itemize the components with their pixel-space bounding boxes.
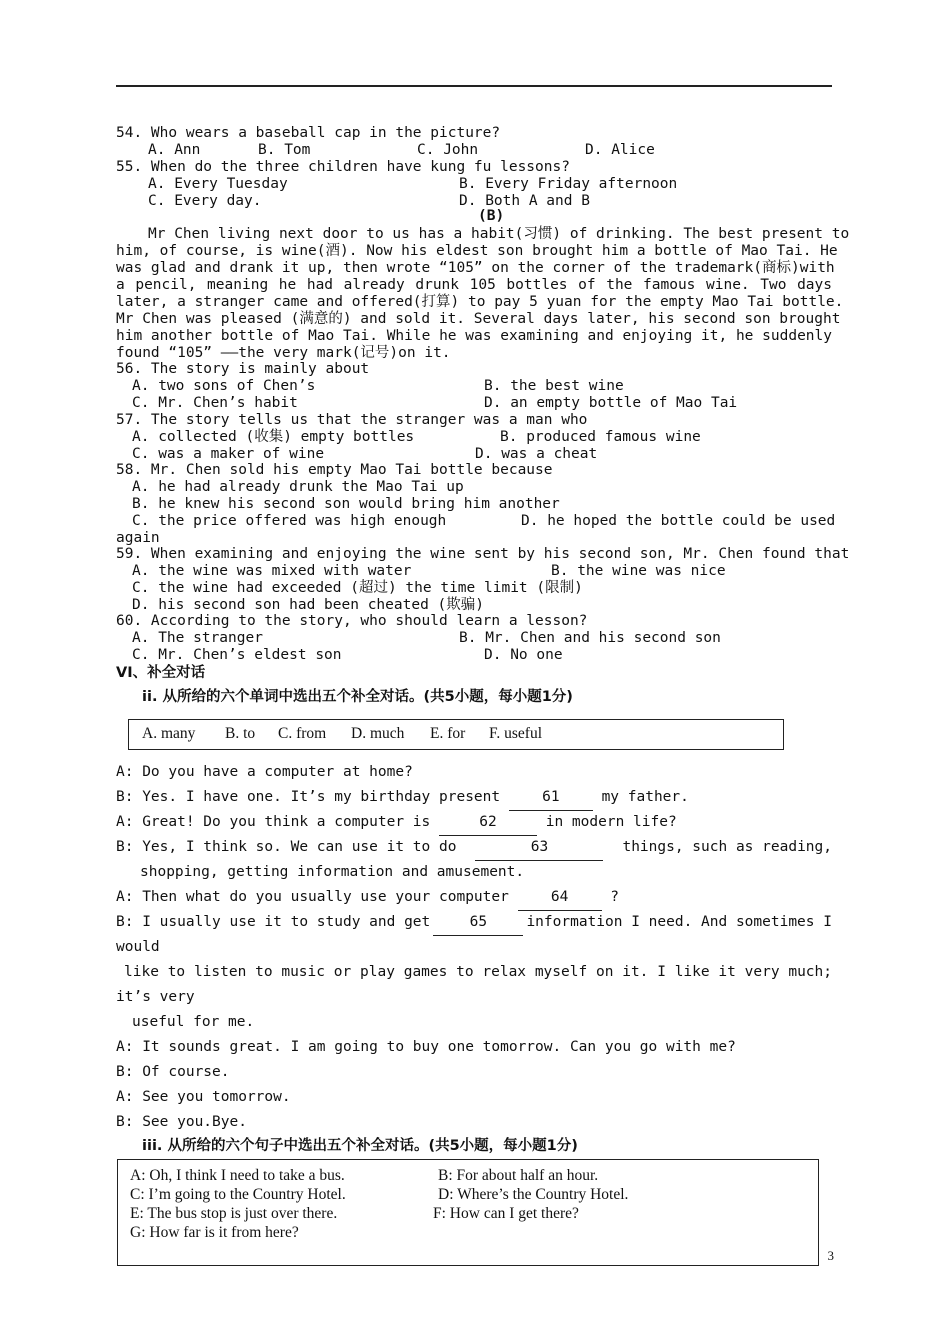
- dialog-text: B: Yes. I have one. It’s my birthday present: [116, 789, 509, 805]
- q56-option-b: B. the best wine: [484, 378, 624, 394]
- question-55-stem: 55. When do the three children have kung fu lessons?: [116, 159, 570, 175]
- q56-option-d: D. an empty bottle of Mao Tai: [484, 395, 738, 411]
- dialog-text: in modern life?: [537, 814, 677, 830]
- q57-option-b: B. produced famous wine: [500, 429, 701, 445]
- dialog-text: my father.: [592, 789, 689, 805]
- dialog-line: like to listen to music or play games to relax myself on it. I like it very much;: [124, 964, 832, 980]
- passage-line: him another bottle of Mao Tai. While he was examining and enjoying it, he suddenly: [116, 328, 832, 344]
- word-option: C. from: [278, 725, 327, 742]
- sentence-option: F: How can I get there?: [433, 1205, 579, 1222]
- blank-63[interactable]: 63: [475, 835, 603, 861]
- dialog-line: B: Of course.: [116, 1064, 230, 1080]
- page-number: 3: [827, 1248, 834, 1263]
- q60-option-b: B. Mr. Chen and his second son: [459, 630, 721, 646]
- question-58-stem: 58. Mr. Chen sold his empty Mao Tai bottle because: [116, 462, 553, 478]
- passage-line: was glad and drank it up, then wrote “105” on the corner of the trademark(商标)with: [116, 260, 835, 276]
- dialog-line: B: See you.Bye.: [116, 1114, 247, 1130]
- dialog-line: it’s very: [116, 989, 195, 1005]
- q55-option-c: C. Every day.: [148, 193, 262, 209]
- blank-61[interactable]: 61: [509, 785, 593, 811]
- q55-option-a: A. Every Tuesday: [148, 176, 288, 192]
- dialog-line: [116, 810, 677, 836]
- word-bank-box: [128, 719, 784, 750]
- q55-option-d: D. Both A and B: [459, 193, 590, 209]
- sentence-bank-box: [117, 1159, 819, 1266]
- header-rule: [116, 85, 832, 87]
- dialog-text: A: Great! Do you think a computer is: [116, 814, 440, 830]
- dialog-text: things, such as reading,: [622, 839, 832, 855]
- q56-option-c: C. Mr. Chen’s habit: [132, 395, 298, 411]
- q54-option-a: A. Ann: [148, 142, 201, 158]
- word-option: D. much: [351, 725, 405, 742]
- dialog-line: [116, 910, 832, 936]
- word-option: B. to: [225, 725, 256, 742]
- q60-option-a: A. The stranger: [132, 630, 263, 646]
- dialog-line: shopping, getting information and amusement.: [140, 864, 525, 880]
- part-iii-instructions: iii. 从所给的六个句子中选出五个补全对话。(共5小题，每小题1分): [142, 1138, 578, 1154]
- sentence-option: G: How far is it from here?: [130, 1224, 299, 1241]
- passage-line: Mr Chen was pleased (满意的) and sold it. Several days later, his second son brought: [116, 311, 841, 327]
- dialog-text: ?: [601, 889, 620, 905]
- blank-62[interactable]: 62: [439, 810, 537, 836]
- q58-option-a: A. he had already drunk the Mao Tai up: [132, 479, 464, 495]
- q54-option-d: D. Alice: [585, 142, 655, 158]
- passage-line: later, a stranger came and offered(打算) to pay 5 yuan for the empty Mao Tai bottle.: [116, 294, 844, 310]
- q59-option-b: B. the wine was nice: [551, 563, 726, 579]
- question-54-stem: 54. Who wears a baseball cap in the picture?: [116, 125, 501, 141]
- sentence-option: B: For about half an hour.: [438, 1167, 599, 1184]
- dialog-line: [116, 835, 832, 861]
- q54-option-b: B. Tom: [258, 142, 311, 158]
- passage-line: him, of course, is wine(酒). Now his eldest son brought him a bottle of Mao Tai. He: [116, 243, 838, 259]
- dialog-text: information I need. And sometimes I: [526, 914, 832, 930]
- q55-option-b: B. Every Friday afternoon: [459, 176, 678, 192]
- dialog-line: [116, 885, 619, 911]
- dialog-line: [116, 785, 689, 811]
- q59-option-c: C. the wine had exceeded (超过) the time limit (限制): [132, 580, 583, 596]
- q54-option-c: C. John: [417, 142, 479, 158]
- sentence-option: A: Oh, I think I need to take a bus.: [130, 1167, 345, 1184]
- passage-line: found “105” ——the very mark(记号)on it.: [116, 345, 451, 361]
- word-option: E. for: [430, 725, 466, 742]
- part-ii-instructions: ii. 从所给的六个单词中选出五个补全对话。(共5小题，每小题1分): [142, 689, 573, 705]
- q58-option-d-continued: again: [116, 530, 160, 546]
- dialog-line: A: It sounds great. I am going to buy one tomorrow. Can you go with me?: [116, 1039, 736, 1055]
- sentence-option: E: The bus stop is just over there.: [130, 1205, 338, 1222]
- q58-option-d: D. he hoped the bottle could be used: [521, 513, 836, 529]
- question-57-stem: 57. The story tells us that the stranger was a man who: [116, 412, 588, 428]
- dialog-line: A: Do you have a computer at home?: [116, 764, 413, 780]
- q59-option-d: D. his second son had been cheated (欺骗): [132, 597, 485, 613]
- q57-option-a: A. collected (收集) empty bottles: [132, 429, 415, 445]
- dialog-line: A: See you tomorrow.: [116, 1089, 291, 1105]
- q60-option-c: C. Mr. Chen’s eldest son: [132, 647, 342, 663]
- q57-option-d: D. was a cheat: [475, 446, 598, 462]
- dialog-line: useful for me.: [132, 1014, 255, 1030]
- q56-option-a: A. two sons of Chen’s: [132, 378, 316, 394]
- question-60-stem: 60. According to the story, who should learn a lesson?: [116, 613, 588, 629]
- q59-option-a: A. the wine was mixed with water: [132, 563, 412, 579]
- q58-option-c: C. the price offered was high enough: [132, 513, 447, 529]
- dialog-text: B: Yes, I think so. We can use it to do: [116, 839, 457, 855]
- word-option: A. many: [142, 725, 196, 742]
- sentence-option: D: Where’s the Country Hotel.: [438, 1186, 629, 1203]
- dialog-line: would: [116, 939, 160, 955]
- word-option: F. useful: [489, 725, 543, 742]
- dialog-text: A: Then what do you usually use your computer: [116, 889, 518, 905]
- dialog-text: B: I usually use it to study and get: [116, 914, 431, 930]
- q57-option-c: C. was a maker of wine: [132, 446, 325, 462]
- passage-heading: (B): [478, 208, 505, 224]
- section-title: VI、补全对话: [116, 665, 206, 681]
- blank-65[interactable]: 65: [433, 910, 523, 936]
- q60-option-d: D. No one: [484, 647, 563, 663]
- passage-line: Mr Chen living next door to us has a habit(习惯) of drinking. The best present to: [148, 226, 850, 242]
- passage-line: a pencil, meaning he had already drunk 105 bottles of the famous wine. Two days: [116, 277, 832, 293]
- question-56-stem: 56. The story is mainly about: [116, 361, 370, 377]
- q58-option-b: B. he knew his second son would bring him another: [132, 496, 560, 512]
- blank-64[interactable]: 64: [518, 885, 602, 911]
- question-59-stem: 59. When examining and enjoying the wine sent by his second son, Mr. Chen found that: [116, 546, 850, 562]
- sentence-option: C: I’m going to the Country Hotel.: [130, 1186, 346, 1203]
